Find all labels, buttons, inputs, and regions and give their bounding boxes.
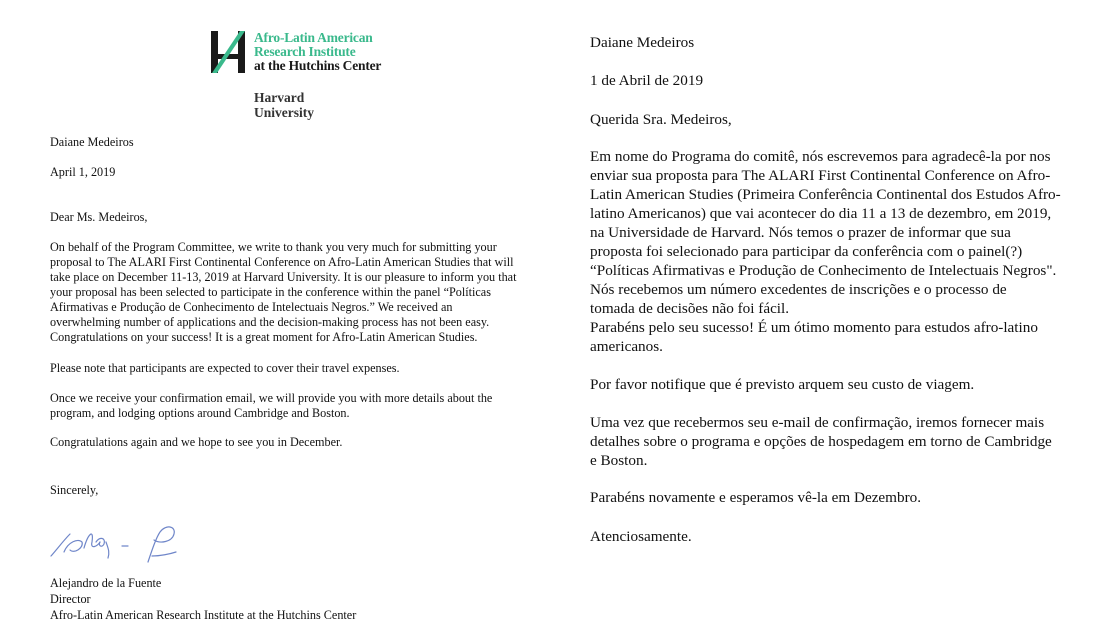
translation-travel-note: Por favor notifique que é previsto arquem seu custo de viagem. — [590, 376, 975, 393]
translation-date: 1 de Abril de 2019 — [590, 72, 704, 89]
signature-image — [48, 520, 188, 565]
translation-sign-off: Atenciosamente. — [590, 528, 692, 545]
institute-name — [254, 31, 381, 73]
translation-line: Nós recebemos um número excedentes de inscrições e o processo de — [590, 281, 1007, 298]
body-line: take place on December 11-13, 2019 at Harvard University. It is our pleasure to inform you that — [50, 270, 517, 284]
body-line: overwhelming number of applications and the decision-making process has not been easy. — [50, 315, 490, 329]
logo-line-3: at the Hutchins Center — [254, 58, 382, 73]
translation-line: Em nome do Programa do comitê, nós escrevemos para agradecê-la por nos — [590, 148, 1051, 165]
harvard-university-wordmark — [254, 90, 314, 120]
translation-line: na Universidade de Harvard. Nós temos o prazer de informar que sua — [590, 224, 1011, 241]
translation-salutation: Querida Sra. Medeiros, — [590, 111, 732, 128]
salutation: Dear Ms. Medeiros, — [50, 210, 148, 224]
portuguese-translation — [590, 0, 1070, 637]
closing-note: Congratulations again and we hope to see you in December. — [50, 435, 343, 449]
confirmation-paragraph — [50, 391, 540, 421]
signer-name: Alejandro de la Fuente — [50, 576, 162, 590]
translation-line: tomada de decisões não foi fácil. — [590, 300, 790, 317]
translation-line: proposta foi selecionado para participar da conferência com o painel(?) — [590, 243, 1023, 260]
travel-note: Please note that participants are expected to cover their travel expenses. — [50, 361, 400, 375]
letter-date: April 1, 2019 — [50, 165, 116, 179]
harvard-line-1: Harvard — [254, 90, 305, 105]
signer-organization: Afro-Latin American Research Institute at the Hutchins Center — [50, 608, 357, 622]
translation-line: latino Americanos) que vai acontecer do dia 11 a 13 de dezembro, em 2019, — [590, 205, 1052, 222]
translation-line: “Políticas Afirmativas e Produção de Conhecimento de Intelectuais Negros". — [590, 262, 1057, 279]
translation-body — [590, 147, 1065, 356]
translation-closing-note: Parabéns novamente e esperamos vê-la em Dezembro. — [590, 489, 922, 506]
translation-confirmation-line: detalhes sobre o programa e opções de hospedagem em torno de Cambridge — [590, 433, 1052, 450]
translation-recipient: Daiane Medeiros — [590, 34, 695, 51]
confirmation-line: Once we receive your confirmation email, we will provide you with more details about the — [50, 391, 493, 405]
translation-line: Parabéns pelo seu sucesso! É um ótimo momento para estudos afro-latino — [590, 319, 1038, 336]
translation-line: enviar sua proposta para The ALARI First Continental Conference on Afro- — [590, 167, 1051, 184]
hutchins-h-logo-icon — [211, 31, 245, 73]
body-line: Congratulations on your success! It is a great moment for Afro-Latin American Studies. — [50, 330, 478, 344]
body-paragraph — [50, 240, 540, 345]
translation-line: Latin American Studies (Primeira Conferência Continental dos Estudos Afro- — [590, 186, 1061, 203]
translation-confirmation — [590, 413, 1065, 470]
translation-line: americanos. — [590, 338, 663, 355]
body-line: On behalf of the Program Committee, we write to thank you very much for submitting your — [50, 240, 497, 254]
signer-title: Director — [50, 592, 91, 606]
harvard-line-2: University — [254, 105, 314, 120]
body-line: your proposal has been selected to participate in the conference within the panel “Políticas — [50, 285, 491, 299]
recipient-name: Daiane Medeiros — [50, 135, 134, 149]
sign-off: Sincerely, — [50, 483, 99, 497]
body-line: Afirmativas e Produção de Conhecimento de Intelectuais Negros.” We received an — [50, 300, 453, 314]
institute-logo — [211, 31, 411, 121]
confirmation-line: program, and lodging options around Cambridge and Boston. — [50, 406, 350, 420]
translation-confirmation-line: e Boston. — [590, 452, 648, 469]
logo-line-2: Research Institute — [254, 44, 356, 59]
logo-line-1: Afro-Latin American — [254, 30, 373, 45]
body-line: proposal to The ALARI First Continental Conference on Afro-Latin American Studies that will — [50, 255, 514, 269]
translation-confirmation-line: Uma vez que recebermos seu e-mail de confirmação, iremos fornecer mais — [590, 414, 1045, 431]
